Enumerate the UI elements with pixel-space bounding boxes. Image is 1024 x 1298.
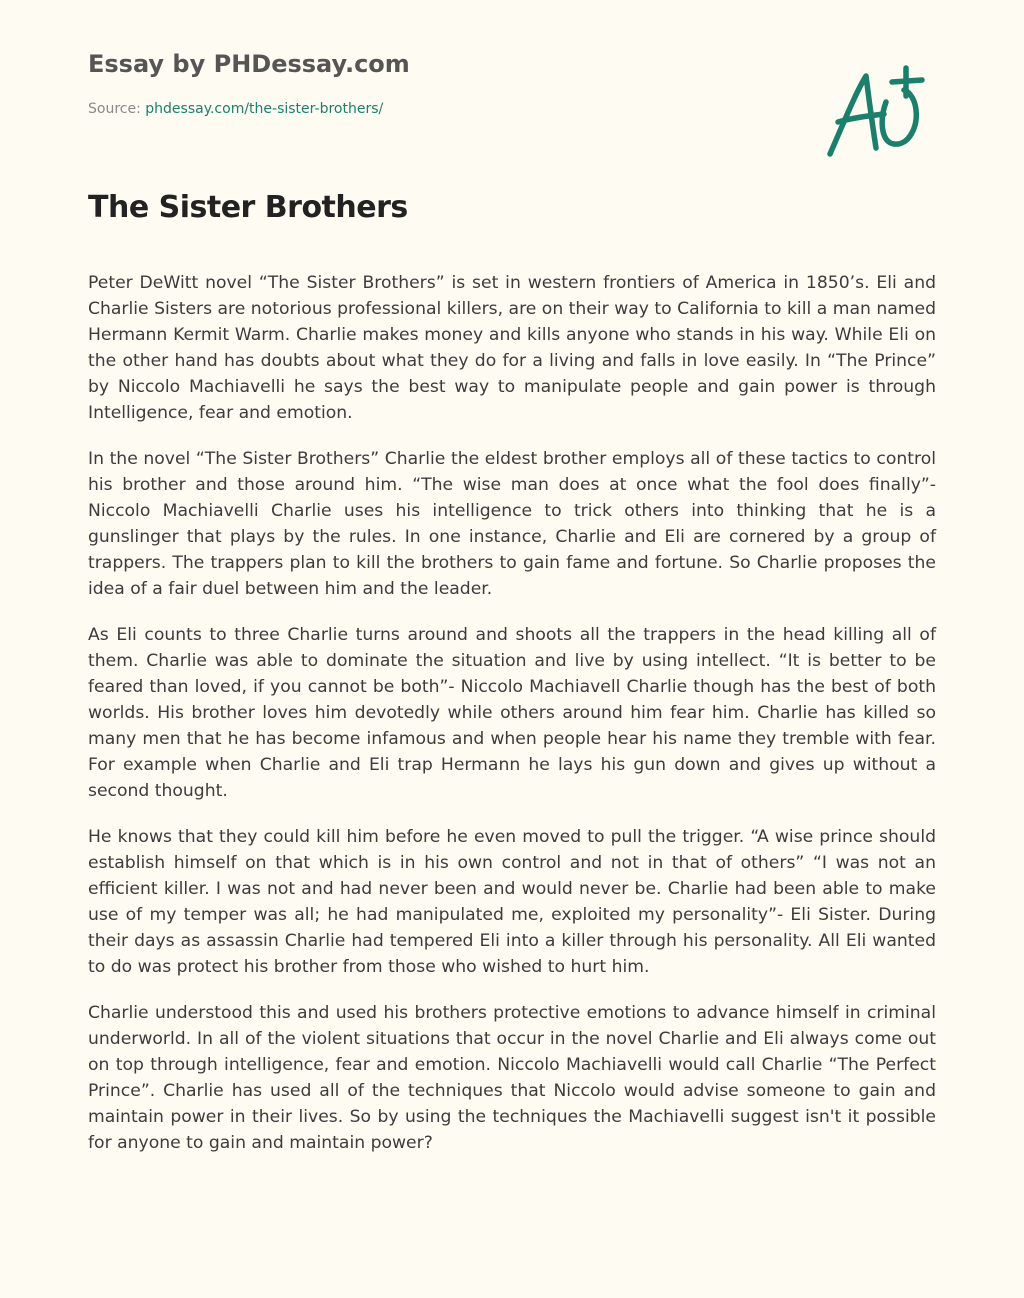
paragraph: Peter DeWitt novel “The Sister Brothers” is set in western frontiers of America in 1850’s. Eli and Charlie Sisters are notorious professional killers, are on their way to California to kill a man named Hermann Kermit Warm. Charlie makes money and kills anyone who stands in his way. While Eli on the other hand has doubts about what they do for a living and falls in love easily. In “The Prince” by Niccolo Machiavelli he says the best way to manipulate people and gain power is through Intelligence, fear and emotion. [88,273,936,423]
paragraph: He knows that they could kill him before he even moved to pull the trigger. “A wise prince should establish himself on that which is in his own control and not in that of others” “I was not an efficient killer. I was not and had never been and would never be. Charlie had been able to make use of my temper was all; he had manipulated me, exploited my personality”- Eli Sister. During their days as assassin Charlie had tempered Eli into a killer through his personality. All Eli wanted to do was protect his brother from those who wished to hurt him. [88,827,936,977]
paragraph: As Eli counts to three Charlie turns around and shoots all the trappers in the head killing all of them. Charlie was able to dominate the situation and live by using intellect. “It is better to be feared than loved, if you cannot be both”- Niccolo Machiavell Charlie though has the best of both worlds. His brother loves him devotedly while others around him fear him. Charlie has killed so many men that he has become infamous and when people hear his name they tremble with fear. For example when Charlie and Eli trap Hermann he lays his gun down and gives up without a second thought. [88,625,936,801]
paragraph: Charlie understood this and used his brothers protective emotions to advance himself in criminal underworld. In all of the violent situations that occur in the novel Charlie and Eli always come out on top through intelligence, fear and emotion. Niccolo Machiavelli would call Charlie “The Perfect Prince”. Charlie has used all of the techniques that Niccolo would advise someone to gain and maintain power in their lives. So by using the techniques the Machiavelli suggest isn't it possible for anyone to gain and maintain power? [88,1003,936,1153]
source-label: Source: [88,101,141,117]
site-title: Essay by PHDessay.com [88,50,410,78]
paragraph: In the novel “The Sister Brothers” Charlie the eldest brother employs all of these tactics to control his brother and those around him. “The wise man does at once what the fool does finally”- Niccolo Machiavelli Charlie uses his intelligence to trick others into thinking that he is a gunslinger that plays by the rules. In one instance, Charlie and Eli are cornered by a group of trappers. The trappers plan to kill the brothers to gain fame and fortune. So Charlie proposes the idea of a fair duel between him and the leader. [88,449,936,599]
source-line [88,101,383,117]
source-link[interactable]: phdessay.com/the-sister-brothers/ [145,101,384,117]
essay-body [88,270,936,1176]
document-title: The Sister Brothers [88,190,408,225]
a-plus-grade-icon [822,62,932,162]
